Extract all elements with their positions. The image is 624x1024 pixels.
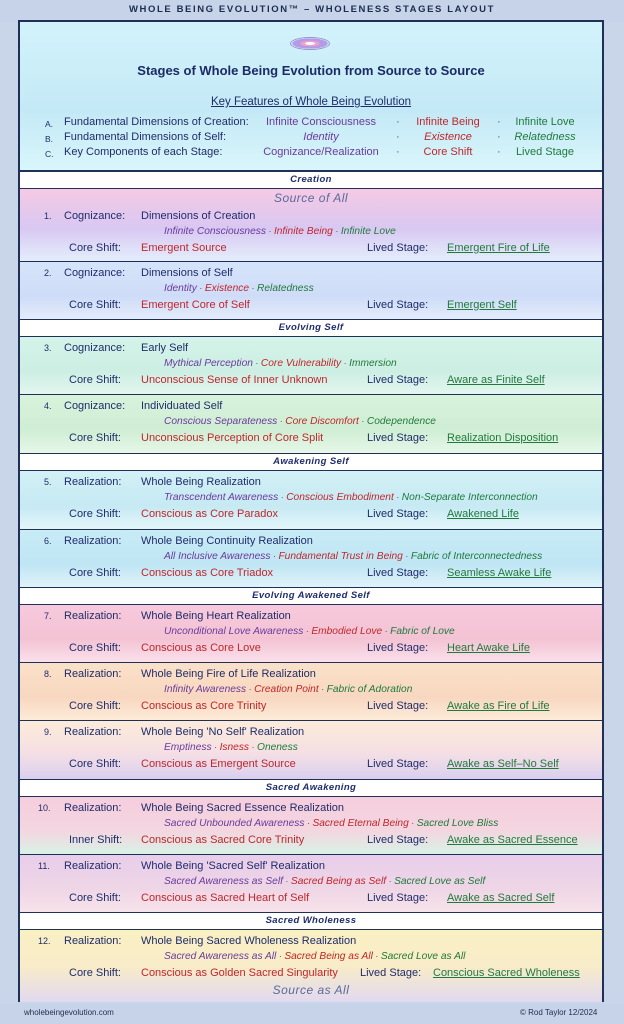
stage-kind: Realization:	[64, 860, 122, 872]
quality-2: Creation Point	[254, 684, 319, 695]
stage-number: 8.	[44, 669, 52, 679]
quality-3: Sacred Love as All	[380, 951, 466, 962]
stage-qualities	[20, 818, 602, 829]
quality-1: Sacred Awareness as Self	[164, 876, 283, 887]
lived-stage-link[interactable]: Emergent Self	[447, 299, 517, 311]
stage-card	[20, 855, 602, 912]
lived-stage-label: Lived Stage:	[367, 700, 429, 712]
quality-1: Sacred Unbounded Awareness	[164, 818, 305, 829]
quality-2: Core Discomfort	[285, 416, 359, 427]
stage-kind: Realization:	[64, 535, 122, 547]
shift-value: Emergent Source	[141, 242, 227, 254]
quality-1: Unconditional Love Awareness	[164, 626, 304, 637]
stage-number: 10.	[38, 803, 51, 813]
bullet-dot: ·	[304, 818, 313, 828]
shift-label: Core Shift:	[69, 642, 121, 654]
stage-kind: Realization:	[64, 668, 122, 680]
stage-number: 2.	[44, 268, 52, 278]
stage-card	[20, 395, 602, 453]
bullet-dot: ·	[211, 742, 220, 752]
stage-name: Whole Being 'Sacred Self' Realization	[141, 860, 325, 872]
footer-copyright: © Rod Taylor 12/2024	[520, 1008, 598, 1017]
stage-card	[20, 721, 602, 779]
shift-label: Core Shift:	[69, 892, 121, 904]
lived-stage-label: Lived Stage:	[367, 299, 429, 311]
stage-card	[20, 262, 602, 319]
lived-stage-link[interactable]: Aware as Finite Self	[447, 374, 545, 386]
stage-name: Whole Being 'No Self' Realization	[141, 726, 305, 738]
lived-stage-label: Lived Stage:	[367, 374, 429, 386]
stage-kind: Realization:	[64, 802, 122, 814]
bullet-dot: ·	[278, 492, 287, 502]
shift-label: Core Shift:	[69, 508, 121, 520]
bullet-dot: ·	[408, 818, 417, 828]
stage-qualities	[20, 626, 602, 637]
stage-qualities	[20, 358, 602, 369]
stage-name: Dimensions of Self	[141, 267, 233, 279]
bullet-dot: ·	[396, 146, 400, 158]
stage-number: 5.	[44, 477, 52, 487]
stage-kind: Cognizance:	[64, 267, 126, 279]
quality-2: Isness	[219, 742, 250, 753]
bullet-dot: ·	[497, 146, 501, 158]
quality-2: Infinite Being	[273, 226, 333, 237]
quality-1: Transcendent Awareness	[164, 492, 279, 503]
shift-label: Core Shift:	[69, 700, 121, 712]
quality-2: Sacred Being as All	[284, 951, 373, 962]
stage-number: 6.	[44, 536, 52, 546]
lived-stage-link[interactable]: Emergent Fire of Life	[447, 242, 550, 254]
shift-label: Core Shift:	[69, 567, 121, 579]
stage-qualities	[20, 876, 602, 887]
footer-site: wholebeingevolution.com	[24, 1008, 114, 1017]
bullet-dot: ·	[386, 876, 395, 886]
lived-stage-label: Lived Stage:	[367, 892, 429, 904]
lived-stage-link[interactable]: Conscious Sacred Wholeness	[433, 967, 580, 979]
stage-name: Individuated Self	[141, 400, 223, 412]
shift-label: Core Shift:	[69, 242, 121, 254]
bullet-dot: ·	[277, 416, 286, 426]
quality-2: Sacred Being as Self	[290, 876, 387, 887]
bullet-dot: ·	[497, 116, 501, 128]
quality-1: Sacred Awareness as All	[164, 951, 277, 962]
lived-stage-link[interactable]: Seamless Awake Life	[447, 567, 552, 579]
section-sacred-awakening: Sacred Awakening	[20, 780, 602, 796]
bullet-dot: ·	[402, 551, 411, 561]
quality-2: Sacred Eternal Being	[312, 818, 409, 829]
kf-value-3: Relatedness	[514, 131, 576, 143]
quality-3: Fabric of Interconnectedness	[410, 551, 543, 562]
stage-kind: Cognizance:	[64, 400, 126, 412]
stage-number: 4.	[44, 401, 52, 411]
lived-stage-link[interactable]: Awake as Self–No Self	[447, 758, 559, 770]
lived-stage-label: Lived Stage:	[367, 642, 429, 654]
kf-value-1: Infinite Consciousness	[265, 116, 377, 128]
page-title: Stages of Whole Being Evolution from Source to Source	[137, 63, 485, 78]
shift-value: Conscious as Core Love	[141, 642, 261, 654]
lived-stage-link[interactable]: Awake as Fire of Life	[447, 700, 550, 712]
source-top-label: Source of All	[273, 191, 349, 205]
lived-stage-label: Lived Stage:	[367, 508, 429, 520]
bullet-dot: ·	[372, 951, 381, 961]
stage-number: 12.	[38, 936, 51, 946]
quality-1: Mythical Perception	[164, 358, 253, 369]
shift-value: Conscious as Core Trinity	[141, 700, 267, 712]
shift-value: Conscious as Golden Sacred Singularity	[141, 967, 338, 979]
source-bottom-label: Source as All	[272, 983, 350, 997]
stage-qualities	[20, 951, 602, 962]
kf-letter: C.	[45, 149, 54, 159]
quality-3: Relatedness	[257, 283, 314, 294]
stage-number: 11.	[38, 861, 50, 871]
kf-value-3: Infinite Love	[515, 116, 575, 128]
shift-label: Inner Shift:	[69, 834, 123, 846]
stage-card	[20, 605, 602, 662]
stage-qualities	[20, 283, 602, 294]
stage-kind: Cognizance:	[64, 342, 126, 354]
quality-3: Fabric of Love	[390, 626, 455, 637]
lived-stage-label: Lived Stage:	[367, 758, 429, 770]
shift-label: Core Shift:	[69, 967, 121, 979]
bullet-dot: ·	[393, 492, 402, 502]
quality-3: Sacred Love Bliss	[416, 818, 499, 829]
stage-name: Whole Being Continuity Realization	[141, 535, 313, 547]
section-awakening-self: Awakening Self	[20, 454, 602, 470]
kf-value-1: Identity	[303, 131, 339, 143]
quality-2: Embodied Love	[311, 626, 383, 637]
stage-card	[20, 530, 602, 587]
bullet-dot: ·	[265, 226, 274, 236]
shift-value: Conscious as Sacred Core Trinity	[141, 834, 305, 846]
lived-stage-label: Lived Stage:	[360, 967, 422, 979]
lived-stage-label: Lived Stage:	[367, 432, 429, 444]
kf-value-2: Existence	[424, 131, 472, 143]
quality-1: Infinite Consciousness	[164, 226, 266, 237]
kf-letter: A.	[45, 119, 54, 129]
stage-name: Whole Being Sacred Wholeness Realization	[141, 935, 357, 947]
bullet-dot: ·	[358, 416, 367, 426]
section-evolving-awakened-self: Evolving Awakened Self	[20, 588, 602, 604]
bullet-dot: ·	[246, 684, 255, 694]
lived-stage-label: Lived Stage:	[367, 242, 429, 254]
stage-kind: Realization:	[64, 610, 122, 622]
stage-kind: Realization:	[64, 935, 122, 947]
stage-name: Whole Being Heart Realization	[141, 610, 291, 622]
stage-number: 9.	[44, 727, 52, 737]
kf-label: Key Components of each Stage:	[64, 146, 223, 158]
kf-letter: B.	[45, 134, 54, 144]
quality-3: Codependence	[366, 416, 436, 427]
bullet-dot: ·	[497, 131, 501, 143]
quality-1: Identity	[164, 283, 197, 294]
lived-stage-link[interactable]: Awake as Sacred Self	[447, 892, 555, 904]
bullet-dot: ·	[332, 226, 341, 236]
stage-qualities	[20, 684, 602, 695]
shift-label: Core Shift:	[69, 299, 121, 311]
shift-value: Conscious as Core Paradox	[141, 508, 278, 520]
bullet-dot: ·	[396, 131, 400, 143]
shift-label: Core Shift:	[69, 374, 121, 386]
stage-card	[20, 337, 602, 394]
quality-2: Fundamental Trust in Being	[278, 551, 403, 562]
shift-value: Emergent Core of Self	[141, 299, 250, 311]
shift-label: Core Shift:	[69, 432, 121, 444]
stage-qualities	[20, 551, 602, 562]
lived-stage-link[interactable]: Awakened Life	[447, 508, 519, 520]
quality-3: Infinite Love	[340, 226, 396, 237]
section-creation: Creation	[20, 172, 602, 188]
stage-card	[20, 189, 602, 261]
quality-1: Infinity Awareness	[164, 684, 247, 695]
stage-name: Whole Being Realization	[141, 476, 261, 488]
bullet-dot: ·	[396, 116, 400, 128]
lived-stage-link[interactable]: Awake as Sacred Essence	[447, 834, 578, 846]
quality-3: Fabric of Adoration	[326, 684, 413, 695]
shift-value: Unconscious Sense of Inner Unknown	[141, 374, 328, 386]
kf-label: Fundamental Dimensions of Self:	[64, 131, 227, 143]
shift-value: Conscious as Core Triadox	[141, 567, 274, 579]
quality-1: Conscious Separateness	[164, 416, 278, 427]
bullet-dot: ·	[249, 742, 258, 752]
lived-stage-link[interactable]: Realization Disposition	[447, 432, 559, 444]
section-sacred-wholeness: Sacred Wholeness	[20, 913, 602, 929]
bullet-dot: ·	[282, 876, 291, 886]
stage-card	[20, 797, 602, 854]
stage-number: 1.	[44, 211, 52, 221]
stage-name: Dimensions of Creation	[141, 210, 256, 222]
bullet-dot: ·	[196, 283, 205, 293]
stage-card	[20, 930, 602, 1002]
bullet-dot: ·	[382, 626, 391, 636]
quality-1: All Inclusive Awareness	[164, 551, 271, 562]
stage-kind: Cognizance:	[64, 210, 126, 222]
stage-name: Whole Being Fire of Life Realization	[141, 668, 316, 680]
stage-name: Early Self	[141, 342, 189, 354]
shift-value: Conscious as Sacred Heart of Self	[141, 892, 310, 904]
bullet-dot: ·	[249, 283, 258, 293]
stage-number: 3.	[44, 343, 52, 353]
stage-card	[20, 471, 602, 529]
bullet-dot: ·	[318, 684, 327, 694]
stage-kind: Realization:	[64, 476, 122, 488]
stage-qualities	[20, 416, 602, 427]
quality-2: Existence	[204, 283, 250, 294]
kf-value-2: Core Shift	[423, 146, 473, 158]
quality-3: Sacred Love as Self	[394, 876, 486, 887]
kf-value-2: Infinite Being	[416, 116, 480, 128]
kf-value-1: Cognizance/Realization	[263, 146, 379, 158]
bullet-dot: ·	[303, 626, 312, 636]
header-title: WHOLE BEING EVOLUTION™ – WHOLENESS STAGES LAYOUT	[128, 4, 496, 15]
lived-stage-label: Lived Stage:	[367, 567, 429, 579]
stage-kind: Realization:	[64, 726, 122, 738]
lived-stage-link[interactable]: Heart Awake Life	[447, 642, 530, 654]
shift-label: Core Shift:	[69, 758, 121, 770]
quality-3: Immersion	[349, 358, 397, 369]
shift-value: Conscious as Emergent Source	[141, 758, 296, 770]
quality-1: Emptiness	[164, 742, 212, 753]
stage-card	[20, 663, 602, 720]
section-evolving-self: Evolving Self	[20, 320, 602, 336]
stage-number: 7.	[44, 611, 52, 621]
quality-3: Oneness	[257, 742, 298, 753]
shift-value: Unconscious Perception of Core Split	[141, 432, 324, 444]
kf-value-3: Lived Stage	[515, 146, 575, 158]
bullet-dot: ·	[252, 358, 261, 368]
logo-eye-icon	[291, 38, 329, 49]
bullet-dot: ·	[270, 551, 279, 561]
quality-2: Core Vulnerability	[260, 358, 342, 369]
bullet-dot: ·	[276, 951, 285, 961]
key-features-title: Key Features of Whole Being Evolution	[210, 96, 412, 108]
kf-label: Fundamental Dimensions of Creation:	[64, 116, 249, 128]
quality-2: Conscious Embodiment	[286, 492, 394, 503]
stage-name: Whole Being Sacred Essence Realization	[141, 802, 345, 814]
stage-qualities	[20, 226, 602, 237]
stage-qualities	[20, 492, 602, 503]
lived-stage-label: Lived Stage:	[367, 834, 429, 846]
stage-qualities	[20, 742, 602, 753]
bullet-dot: ·	[341, 358, 350, 368]
quality-3: Non-Separate Interconnection	[401, 492, 538, 503]
